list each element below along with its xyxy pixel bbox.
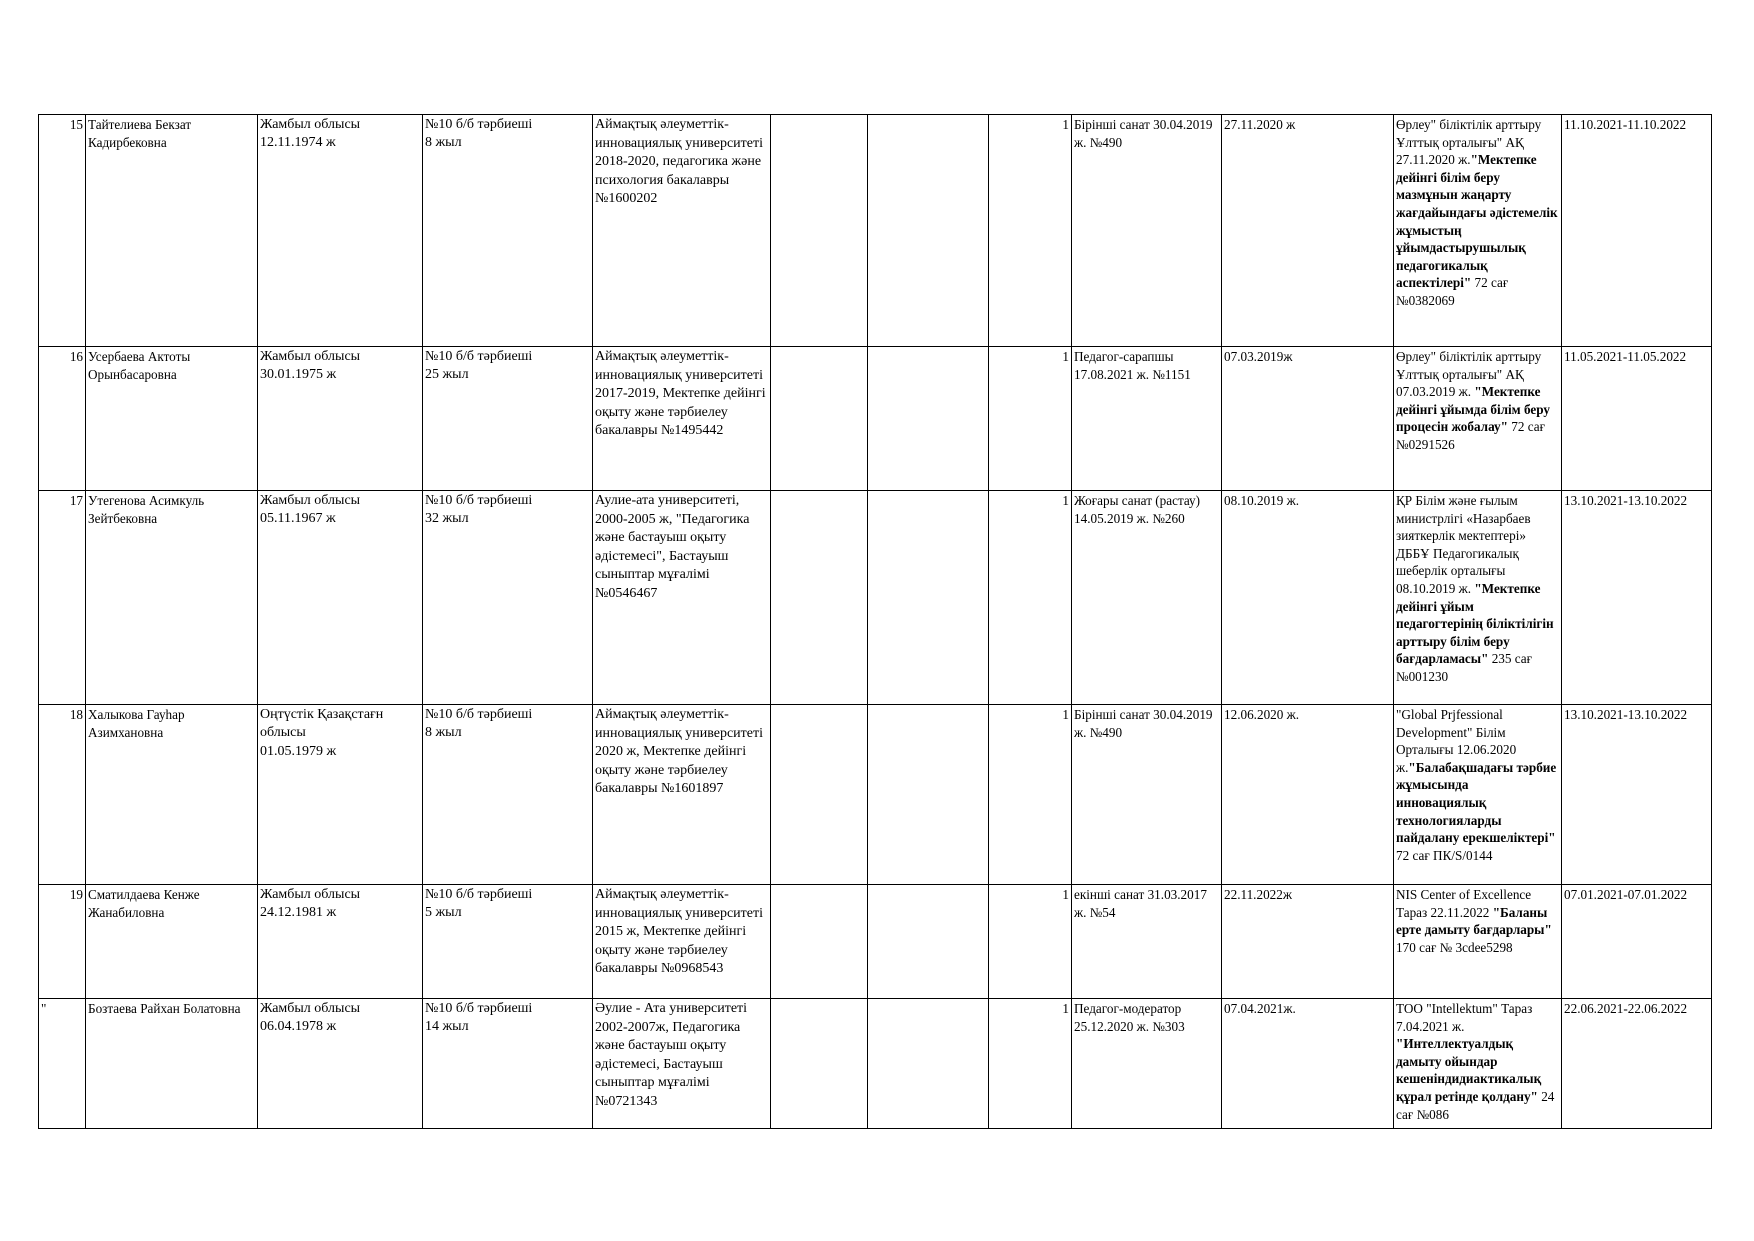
- training-course: [1394, 491, 1562, 705]
- row-number: 16: [39, 347, 86, 491]
- position-and-experience: [423, 999, 593, 1129]
- course-hours-certificate: 170 сағ № 3cdee5298: [1396, 939, 1513, 955]
- birth-region: Жамбыл облысы: [260, 117, 361, 132]
- birthplace-and-date: [258, 347, 423, 491]
- birth-region: Жамбыл облысы: [260, 493, 361, 508]
- birth-region: Жамбыл облысы: [260, 349, 361, 364]
- qualification-category: Жоғары санат (растау) 14.05.2019 ж. №260: [1072, 491, 1222, 705]
- course-date: 22.11.2022ж: [1222, 885, 1394, 999]
- course-date: 07.03.2019ж: [1222, 347, 1394, 491]
- position: №10 б/б тәрбиеші: [425, 887, 533, 902]
- empty-cell: [771, 885, 868, 999]
- course-title: "Интеллектуалдық дамыту ойындар кешеніндидиактикалық құрал ретінде қолдану": [1396, 1036, 1542, 1104]
- table-row: [39, 347, 1712, 491]
- position-and-experience: [423, 885, 593, 999]
- position: №10 б/б тәрбиеші: [425, 1001, 533, 1016]
- education: Аймақтық әлеуметтік-инновациялық университеті 2017-2019, Мектепке дейінгі оқыту және тәрбиелеу бакалавры №1495442: [593, 347, 771, 491]
- birthplace-and-date: [258, 491, 423, 705]
- table-body: [39, 115, 1712, 1129]
- training-course: [1394, 347, 1562, 491]
- table-row: [39, 885, 1712, 999]
- row-number: 15: [39, 115, 86, 347]
- work-experience: 32 жыл: [425, 511, 469, 527]
- qualification-category: екінші санат 31.03.2017 ж. №54: [1072, 885, 1222, 999]
- education: Аулие-ата университеті, 2000-2005 ж, "Педагогика және бастауыш оқыту әдістемесі", Бастауыш сыныптар мұғалімі №0546467: [593, 491, 771, 705]
- course-title: "Баланы ерте дамыту бағдарлары": [1396, 904, 1552, 938]
- birthplace-and-date: [258, 999, 423, 1129]
- course-hours-certificate: 72 сағ №0382069: [1396, 275, 1509, 308]
- work-experience: 8 жыл: [425, 135, 462, 151]
- course-title: "Мектепке дейінгі ұйым педагогтерінің біліктілігін арттыру білім беру бағдарламасы": [1396, 580, 1554, 667]
- qualification-category: Бірінші санат 30.04.2019 ж. №490: [1072, 115, 1222, 347]
- position: №10 б/б тәрбиеші: [425, 493, 533, 508]
- position-and-experience: [423, 491, 593, 705]
- birth-date: 12.11.1974 ж: [260, 135, 336, 151]
- empty-cell: [771, 115, 868, 347]
- birth-date: 30.01.1975 ж: [260, 367, 337, 383]
- empty-cell: [868, 999, 989, 1129]
- row-number: 19: [39, 885, 86, 999]
- count: 1: [989, 347, 1072, 491]
- full-name: Бозтаева Райхан Болатовна: [86, 999, 258, 1129]
- birth-region: Жамбыл облысы: [260, 1001, 361, 1016]
- course-hours-certificate: 72 сағ ПК/S/0144: [1396, 847, 1493, 863]
- birth-region: Жамбыл облысы: [260, 887, 361, 902]
- count: 1: [989, 885, 1072, 999]
- course-title: "Мектепке дейінгі ұйымда білім беру процесін жобалау": [1396, 384, 1550, 435]
- work-experience: 8 жыл: [425, 725, 462, 741]
- validity-period: 13.10.2021-13.10.2022: [1562, 705, 1712, 885]
- count: 1: [989, 705, 1072, 885]
- empty-cell: [868, 705, 989, 885]
- row-number: 17: [39, 491, 86, 705]
- validity-period: 11.10.2021-11.10.2022: [1562, 115, 1712, 347]
- table-row: [39, 491, 1712, 705]
- training-course: [1394, 999, 1562, 1129]
- birthplace-and-date: [258, 705, 423, 885]
- course-date: 12.06.2020 ж.: [1222, 705, 1394, 885]
- position: №10 б/б тәрбиеші: [425, 349, 533, 364]
- course-provider: Өрлеу" біліктілік арттыру Ұлттық орталығы" АҚ 07.03.2019 ж.: [1396, 349, 1542, 400]
- course-hours-certificate: 235 сағ №001230: [1396, 651, 1533, 684]
- education: Аймақтық әлеуметтік-инновациялық университеті 2018-2020, педагогика және психология бакалавры №1600202: [593, 115, 771, 347]
- full-name: Сматилдаева Кенже Жанабиловна: [86, 885, 258, 999]
- training-course: [1394, 705, 1562, 885]
- table-row: [39, 999, 1712, 1129]
- birthplace-and-date: [258, 115, 423, 347]
- education: Аймақтық әлеуметтік-инновациялық университеті 2020 ж, Мектепке дейінгі оқыту және тәрбиелеу бакалавры №1601897: [593, 705, 771, 885]
- training-course: [1394, 115, 1562, 347]
- staff-table: [38, 114, 1712, 1129]
- full-name: Усербаева Актоты Орынбасаровна: [86, 347, 258, 491]
- empty-cell: [771, 705, 868, 885]
- course-hours-certificate: 72 сағ №0291526: [1396, 419, 1545, 452]
- row-number: 18: [39, 705, 86, 885]
- education: Аймақтық әлеуметтік-инновациялық университеті 2015 ж, Мектепке дейінгі оқыту және тәрбиелеу бакалавры №0968543: [593, 885, 771, 999]
- count: 1: [989, 491, 1072, 705]
- course-title: "Балабақшадағы тәрбие жұмысында инновациялық технологияларды пайдалану ерекшеліктері": [1396, 759, 1557, 846]
- work-experience: 5 жыл: [425, 905, 462, 921]
- table-row: [39, 115, 1712, 347]
- position: №10 б/б тәрбиеші: [425, 117, 533, 132]
- full-name: Утегенова Асимкуль Зейтбековна: [86, 491, 258, 705]
- work-experience: 25 жыл: [425, 367, 469, 383]
- training-course: [1394, 885, 1562, 999]
- course-provider: "Global Prjfessional Development" Білім Орталығы 12.06.2020 ж.: [1396, 707, 1517, 775]
- validity-period: 22.06.2021-22.06.2022: [1562, 999, 1712, 1129]
- course-provider: ТОО "Intellektum" Тараз 7.04.2021 ж.: [1396, 1001, 1533, 1034]
- course-date: 08.10.2019 ж.: [1222, 491, 1394, 705]
- empty-cell: [771, 999, 868, 1129]
- count: 1: [989, 999, 1072, 1129]
- position: №10 б/б тәрбиеші: [425, 707, 533, 722]
- course-date: 27.11.2020 ж: [1222, 115, 1394, 347]
- position-and-experience: [423, 115, 593, 347]
- birth-date: 05.11.1967 ж: [260, 511, 336, 527]
- validity-period: 07.01.2021-07.01.2022: [1562, 885, 1712, 999]
- work-experience: 14 жыл: [425, 1019, 469, 1035]
- course-provider: ҚР Білім және ғылым министрлігі «Назарбаев зияткерлік мектептері» ДББҰ Педагогикалық шеберлік орталығы 08.10.2019 ж.: [1396, 493, 1531, 596]
- empty-cell: [868, 491, 989, 705]
- course-hours-certificate: 24 сағ №086: [1396, 1088, 1555, 1122]
- birth-region: Оңтүстік Қазақстағн облысы: [260, 707, 384, 741]
- validity-period: 13.10.2021-13.10.2022: [1562, 491, 1712, 705]
- qualification-category: Педагог-модератор 25.12.2020 ж. №303: [1072, 999, 1222, 1129]
- birth-date: 01.05.1979 ж: [260, 743, 337, 759]
- empty-cell: [868, 885, 989, 999]
- birth-date: 24.12.1981 ж: [260, 905, 337, 921]
- position-and-experience: [423, 347, 593, 491]
- empty-cell: [868, 347, 989, 491]
- course-provider: NIS Center of Excellence Тараз 22.11.2022: [1396, 887, 1532, 920]
- education: Әулие - Ата университеті 2002-2007ж, Педагогика және бастауыш оқыту әдістемесі, Бастауыш сыныптар мұғалімі №0721343: [593, 999, 771, 1129]
- full-name: Халыкова Гауhар Азимхановна: [86, 705, 258, 885]
- qualification-category: Бірінші санат 30.04.2019 ж. №490: [1072, 705, 1222, 885]
- position-and-experience: [423, 705, 593, 885]
- empty-cell: [868, 115, 989, 347]
- empty-cell: [771, 491, 868, 705]
- qualification-category: Педагог-сарапшы 17.08.2021 ж. №1151: [1072, 347, 1222, 491]
- validity-period: 11.05.2021-11.05.2022: [1562, 347, 1712, 491]
- birthplace-and-date: [258, 885, 423, 999]
- course-provider: Өрлеу" біліктілік арттыру Ұлттық орталығы" АҚ 27.11.2020 ж.: [1396, 117, 1542, 168]
- row-number: ": [39, 999, 86, 1129]
- course-title: "Мектепке дейінгі білім беру мазмұнын жаңарту жағдайындағы әдістемелік жұмыстың ұйымдастырушылық педагогикалық аспектілері": [1396, 152, 1558, 291]
- count: 1: [989, 115, 1072, 347]
- course-date: 07.04.2021ж.: [1222, 999, 1394, 1129]
- full-name: Тайтелиева Бекзат Кадирбековна: [86, 115, 258, 347]
- birth-date: 06.04.1978 ж: [260, 1019, 337, 1035]
- empty-cell: [771, 347, 868, 491]
- table-row: [39, 705, 1712, 885]
